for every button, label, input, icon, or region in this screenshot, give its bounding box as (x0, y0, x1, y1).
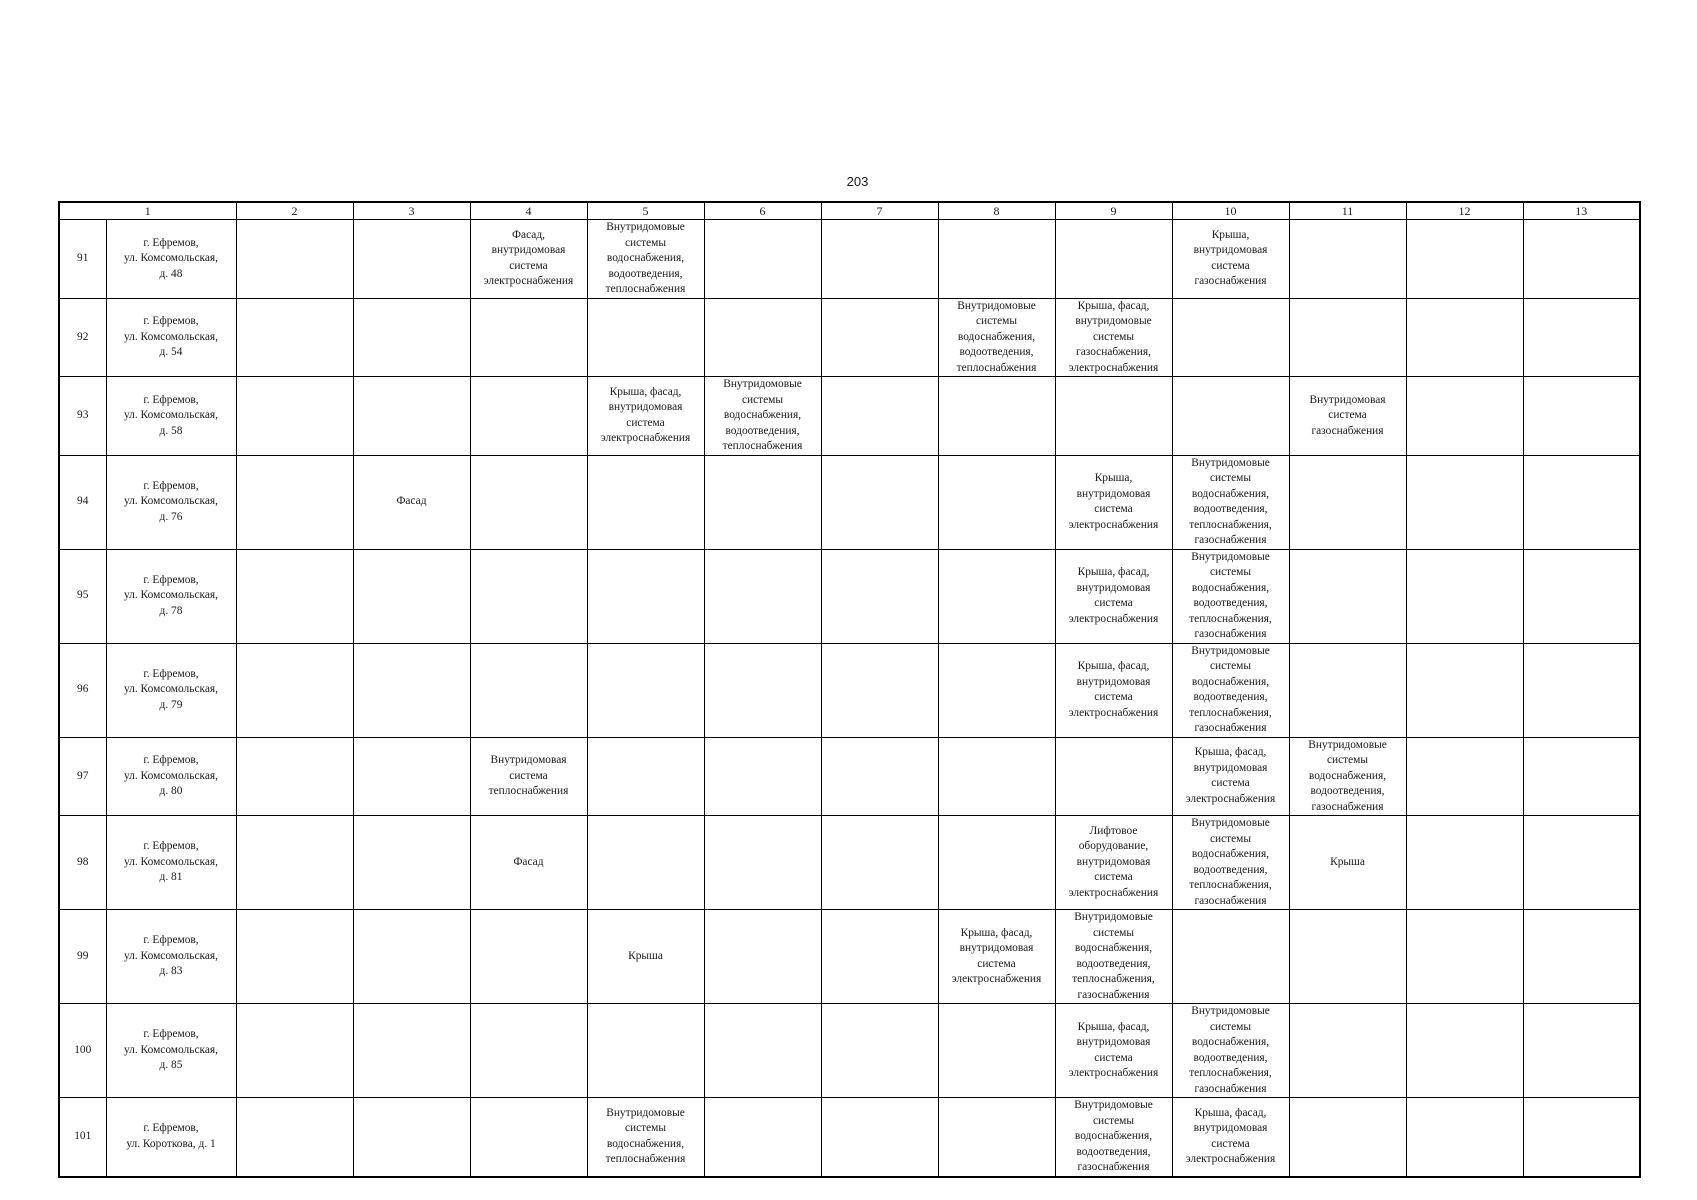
work-cell (704, 1004, 821, 1098)
work-cell (938, 643, 1055, 737)
table-row (59, 643, 1640, 737)
work-cell (938, 455, 1055, 549)
table-row (59, 455, 1640, 549)
work-cell (1289, 455, 1406, 549)
work-cell (236, 377, 353, 456)
address-cell: г. Ефремов, ул. Комсомольская, д. 78 (106, 549, 236, 643)
work-cell (1289, 298, 1406, 377)
table-row (59, 737, 1640, 816)
work-cell (821, 455, 938, 549)
work-cell (353, 549, 470, 643)
work-cell (353, 220, 470, 299)
work-cell (1406, 910, 1523, 1004)
work-cell (821, 298, 938, 377)
work-cell (704, 910, 821, 1004)
work-cell (1172, 298, 1289, 377)
row-number: 93 (59, 377, 106, 456)
work-cell (938, 737, 1055, 816)
work-cell (236, 910, 353, 1004)
work-cell (587, 816, 704, 910)
work-cell (704, 643, 821, 737)
work-cell (938, 1004, 1055, 1098)
work-cell (1406, 455, 1523, 549)
work-cell: Лифтовое оборудование, внутридомовая система электроснабжения (1055, 816, 1172, 910)
column-header: 13 (1523, 202, 1640, 220)
work-cell (587, 455, 704, 549)
work-cell (704, 549, 821, 643)
work-cell: Внутридомовые системы водоснабжения, водоотведения, газоснабжения (1055, 1098, 1172, 1177)
work-cell (1289, 643, 1406, 737)
header-row (59, 202, 1640, 220)
work-cell: Крыша, фасад, внутридомовая система электроснабжения (938, 910, 1055, 1004)
work-cell: Внутридомовая система теплоснабжения (470, 737, 587, 816)
work-cell (821, 643, 938, 737)
work-cell (353, 643, 470, 737)
row-number: 92 (59, 298, 106, 377)
work-cell: Внутридомовые системы водоснабжения, водоотведения, газоснабжения (1289, 737, 1406, 816)
work-cell (236, 643, 353, 737)
work-cell (1172, 377, 1289, 456)
column-header: 3 (353, 202, 470, 220)
work-cell: Внутридомовые системы водоснабжения, водоотведения, теплоснабжения, газоснабжения (1172, 643, 1289, 737)
work-cell: Внутридомовые системы водоснабжения, водоотведения, теплоснабжения (938, 298, 1055, 377)
work-cell (1406, 1004, 1523, 1098)
table-row (59, 549, 1640, 643)
work-cell (470, 549, 587, 643)
work-cell: Внутридомовые системы водоснабжения, водоотведения, теплоснабжения (704, 377, 821, 456)
work-cell (1523, 220, 1640, 299)
work-cell (470, 455, 587, 549)
work-cell: Внутридомовые системы водоснабжения, водоотведения, теплоснабжения, газоснабжения (1172, 816, 1289, 910)
table-row (59, 1098, 1640, 1177)
work-cell (1523, 737, 1640, 816)
repair-schedule-table (58, 201, 1641, 1178)
work-cell (938, 549, 1055, 643)
row-number: 100 (59, 1004, 106, 1098)
work-cell (1523, 377, 1640, 456)
table-row (59, 1004, 1640, 1098)
work-cell: Фасад (353, 455, 470, 549)
work-cell (587, 643, 704, 737)
address-cell: г. Ефремов, ул. Короткова, д. 1 (106, 1098, 236, 1177)
work-cell (1406, 643, 1523, 737)
column-header: 1 (59, 202, 236, 220)
work-cell (1289, 1004, 1406, 1098)
work-cell: Крыша, фасад, внутридомовая система электроснабжения (1172, 1098, 1289, 1177)
work-cell (236, 298, 353, 377)
work-cell (236, 220, 353, 299)
address-cell: г. Ефремов, ул. Комсомольская, д. 85 (106, 1004, 236, 1098)
work-cell (1406, 220, 1523, 299)
column-header: 12 (1406, 202, 1523, 220)
work-cell (353, 816, 470, 910)
work-cell (1055, 377, 1172, 456)
table-row (59, 220, 1640, 299)
table-row (59, 377, 1640, 456)
column-header: 4 (470, 202, 587, 220)
work-cell (821, 816, 938, 910)
work-cell (938, 1098, 1055, 1177)
work-cell (470, 643, 587, 737)
row-number: 97 (59, 737, 106, 816)
address-cell: г. Ефремов, ул. Комсомольская, д. 48 (106, 220, 236, 299)
work-cell (1523, 1098, 1640, 1177)
work-cell (236, 1098, 353, 1177)
work-cell: Внутридомовые системы водоснабжения, водоотведения, теплоснабжения, газоснабжения (1172, 1004, 1289, 1098)
row-number: 94 (59, 455, 106, 549)
table-row (59, 298, 1640, 377)
work-cell (704, 220, 821, 299)
row-number: 99 (59, 910, 106, 1004)
work-cell (1523, 816, 1640, 910)
work-cell (821, 910, 938, 1004)
table-row (59, 910, 1640, 1004)
row-number: 96 (59, 643, 106, 737)
work-cell (821, 737, 938, 816)
work-cell (704, 737, 821, 816)
address-cell: г. Ефремов, ул. Комсомольская, д. 80 (106, 737, 236, 816)
column-header: 8 (938, 202, 1055, 220)
work-cell (587, 737, 704, 816)
table-row (59, 816, 1640, 910)
work-cell (1289, 1098, 1406, 1177)
work-cell: Крыша, фасад, внутридомовая система электроснабжения (1055, 643, 1172, 737)
work-cell (353, 1004, 470, 1098)
work-cell (470, 377, 587, 456)
work-cell (1523, 643, 1640, 737)
work-cell (821, 377, 938, 456)
address-cell: г. Ефремов, ул. Комсомольская, д. 58 (106, 377, 236, 456)
work-cell: Внутридомовые системы водоснабжения, теплоснабжения (587, 1098, 704, 1177)
work-cell (1406, 737, 1523, 816)
work-cell (938, 220, 1055, 299)
work-cell: Внутридомовые системы водоснабжения, водоотведения, теплоснабжения, газоснабжения (1172, 549, 1289, 643)
work-cell (470, 910, 587, 1004)
column-header: 5 (587, 202, 704, 220)
work-cell (821, 549, 938, 643)
work-cell (1406, 549, 1523, 643)
work-cell (1055, 737, 1172, 816)
column-header: 9 (1055, 202, 1172, 220)
work-cell (1523, 298, 1640, 377)
column-header: 10 (1172, 202, 1289, 220)
work-cell (236, 455, 353, 549)
row-number: 101 (59, 1098, 106, 1177)
work-cell: Крыша, фасад, внутридомовые системы газоснабжения, электроснабжения (1055, 298, 1172, 377)
work-cell (1289, 910, 1406, 1004)
address-cell: г. Ефремов, ул. Комсомольская, д. 79 (106, 643, 236, 737)
work-cell (821, 1098, 938, 1177)
work-cell (236, 1004, 353, 1098)
page-number: 203 (846, 174, 869, 189)
row-number: 98 (59, 816, 106, 910)
work-cell (587, 298, 704, 377)
work-cell (938, 816, 1055, 910)
address-cell: г. Ефремов, ул. Комсомольская, д. 83 (106, 910, 236, 1004)
work-cell (587, 549, 704, 643)
work-cell (1289, 220, 1406, 299)
work-cell (704, 816, 821, 910)
column-header: 7 (821, 202, 938, 220)
work-cell (1523, 910, 1640, 1004)
work-cell (821, 1004, 938, 1098)
work-cell: Внутридомовые системы водоснабжения, водоотведения, теплоснабжения, газоснабжения (1055, 910, 1172, 1004)
work-cell (938, 377, 1055, 456)
work-cell (470, 1004, 587, 1098)
work-cell (353, 298, 470, 377)
work-cell (353, 910, 470, 1004)
work-cell (236, 737, 353, 816)
work-cell (470, 1098, 587, 1177)
work-cell (1406, 816, 1523, 910)
work-cell (821, 220, 938, 299)
work-cell (1406, 298, 1523, 377)
work-cell: Крыша, фасад, внутридомовая система электроснабжения (1055, 549, 1172, 643)
work-cell: Внутридомовые системы водоснабжения, водоотведения, теплоснабжения (587, 220, 704, 299)
work-cell (1289, 549, 1406, 643)
work-cell (1523, 549, 1640, 643)
work-cell (1523, 455, 1640, 549)
work-cell (1406, 1098, 1523, 1177)
row-number: 95 (59, 549, 106, 643)
work-cell (1172, 910, 1289, 1004)
work-cell (353, 737, 470, 816)
column-header: 2 (236, 202, 353, 220)
work-cell (704, 455, 821, 549)
work-cell: Внутридомовые системы водоснабжения, водоотведения, теплоснабжения, газоснабжения (1172, 455, 1289, 549)
work-cell: Крыша (1289, 816, 1406, 910)
work-cell (470, 298, 587, 377)
work-cell: Крыша, внутридомовая система газоснабжения (1172, 220, 1289, 299)
work-cell (587, 1004, 704, 1098)
work-cell: Крыша, фасад, внутридомовая система электроснабжения (1055, 1004, 1172, 1098)
work-cell: Внутридомовая система газоснабжения (1289, 377, 1406, 456)
work-cell (704, 1098, 821, 1177)
work-cell: Крыша, фасад, внутридомовая система электроснабжения (587, 377, 704, 456)
work-cell: Фасад, внутридомовая система электроснабжения (470, 220, 587, 299)
address-cell: г. Ефремов, ул. Комсомольская, д. 81 (106, 816, 236, 910)
column-header: 11 (1289, 202, 1406, 220)
work-cell (353, 377, 470, 456)
work-cell: Крыша, фасад, внутридомовая система электроснабжения (1172, 737, 1289, 816)
work-cell (353, 1098, 470, 1177)
work-cell: Фасад (470, 816, 587, 910)
work-cell (704, 298, 821, 377)
work-cell (236, 816, 353, 910)
work-cell: Крыша (587, 910, 704, 1004)
work-cell (1406, 377, 1523, 456)
row-number: 91 (59, 220, 106, 299)
column-header: 6 (704, 202, 821, 220)
work-cell (1523, 1004, 1640, 1098)
address-cell: г. Ефремов, ул. Комсомольская, д. 54 (106, 298, 236, 377)
work-cell: Крыша, внутридомовая система электроснабжения (1055, 455, 1172, 549)
work-cell (1055, 220, 1172, 299)
address-cell: г. Ефремов, ул. Комсомольская, д. 76 (106, 455, 236, 549)
work-cell (236, 549, 353, 643)
